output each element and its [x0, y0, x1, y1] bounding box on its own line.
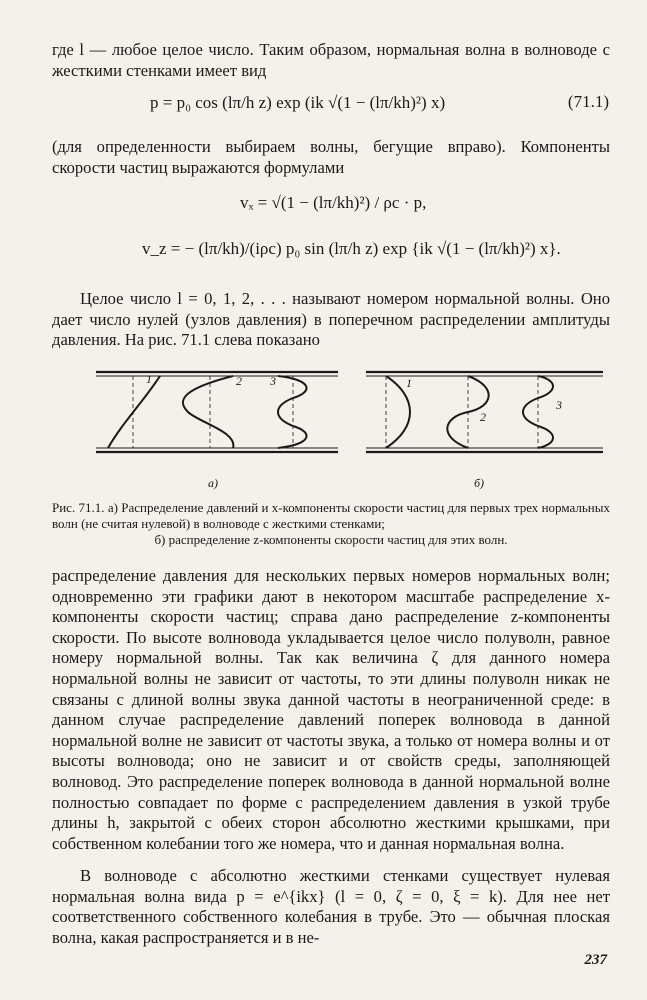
- paragraph-velocity-intro: (для определенности выбираем волны, бегущие вправо). Компоненты скорости частиц выражаются формулами: [52, 137, 610, 177]
- curve-label-2-right: 2: [480, 410, 486, 424]
- equation-71-1: p = p₀ cos (lπ/h z) exp (ik √(1 − (lπ/kh)²) x): [150, 93, 446, 112]
- curve-label-1-left: 1: [146, 372, 152, 386]
- curve-label-3-right: 3: [556, 398, 562, 412]
- equation-number: (71.1): [567, 92, 609, 111]
- curve-label-1-right: 1: [406, 376, 412, 390]
- figure-caption: [52, 500, 610, 548]
- figure-label-a: а): [208, 476, 218, 490]
- paragraph-intro: где l — любое целое число. Таким образом, нормальная волна в волноводе с жесткими стенками имеет вид: [52, 40, 610, 80]
- paragraph-zero-mode: В волноводе с абсолютно жесткими стенками существует нулевая нормальная волна вида p = e^{ikx} (l = 0, ζ = 0, ξ = k). Для нее нет соответственного собственного колебания в трубе. Это — обычная плоская волна, какая распространяется и в не-: [52, 866, 610, 947]
- page-number: 237: [584, 952, 607, 968]
- left-mode-3-curve: [278, 376, 307, 448]
- paragraph-distribution: распределение давления для нескольких первых номеров нормальных волн; одновременно эти графики дают в некотором масштабе распределение x-компоненты скорости частиц; справа дано распределение z-компоненты скорости. По высоте волновода укладывается целое число полуволн, равное номеру нормальной волны. Так как величина ζ для данного номера нормальной волны не зависит от частоты, то эти длины полуволн никак не связаны с длиной волны звука данной частоты в неограниченной среде: в данном случае распределение давлений поперек волновода в данной нормальной волне не зависит от частоты звука, а только от номера волны и от высоты волновода; оно не зависит и от свойств среды, заполняющей волновод. Это распределение поперек волновода в данной нормальной волне полностью совпадает по форме с распределением давления в узкой трубе длины h, закрытой с обеих сторон абсолютно жесткими крышками, при собственном колебании того же номера, что и данная нормальная волна.: [52, 566, 610, 853]
- left-mode-2-curve: [183, 376, 234, 448]
- equation-vz: v_z = − (lπ/kh)/(iρc) p₀ sin (lπ/h z) exp {ik √(1 − (lπ/kh)²) x}.: [142, 239, 561, 258]
- caption-line-1: Рис. 71.1. а) Распределение давлений и x-компоненты скорости частиц для первых трех нормальных волн (не считая нулевой) в волноводе с жесткими стенками;: [52, 500, 610, 531]
- waveguide-diagram: [88, 362, 608, 497]
- curve-label-3-left: 3: [270, 374, 276, 388]
- equation-vx: vₓ = √(1 − (lπ/kh)²) / ρc · p,: [240, 193, 427, 212]
- curve-label-2-left: 2: [236, 374, 242, 388]
- left-mode-1-curve: [108, 376, 160, 448]
- figure-label-b: б): [474, 476, 485, 490]
- figure-71-1: [88, 362, 608, 497]
- paragraph-mode-number: Целое число l = 0, 1, 2, . . . называют номером нормальной волны. Оно дает число нулей (узлов давления) в поперечном распределении амплитуды давления. На рис. 71.1 слева показано: [52, 289, 610, 350]
- caption-line-2: б) распределение z-компоненты скорости частиц для этих волн.: [154, 532, 508, 547]
